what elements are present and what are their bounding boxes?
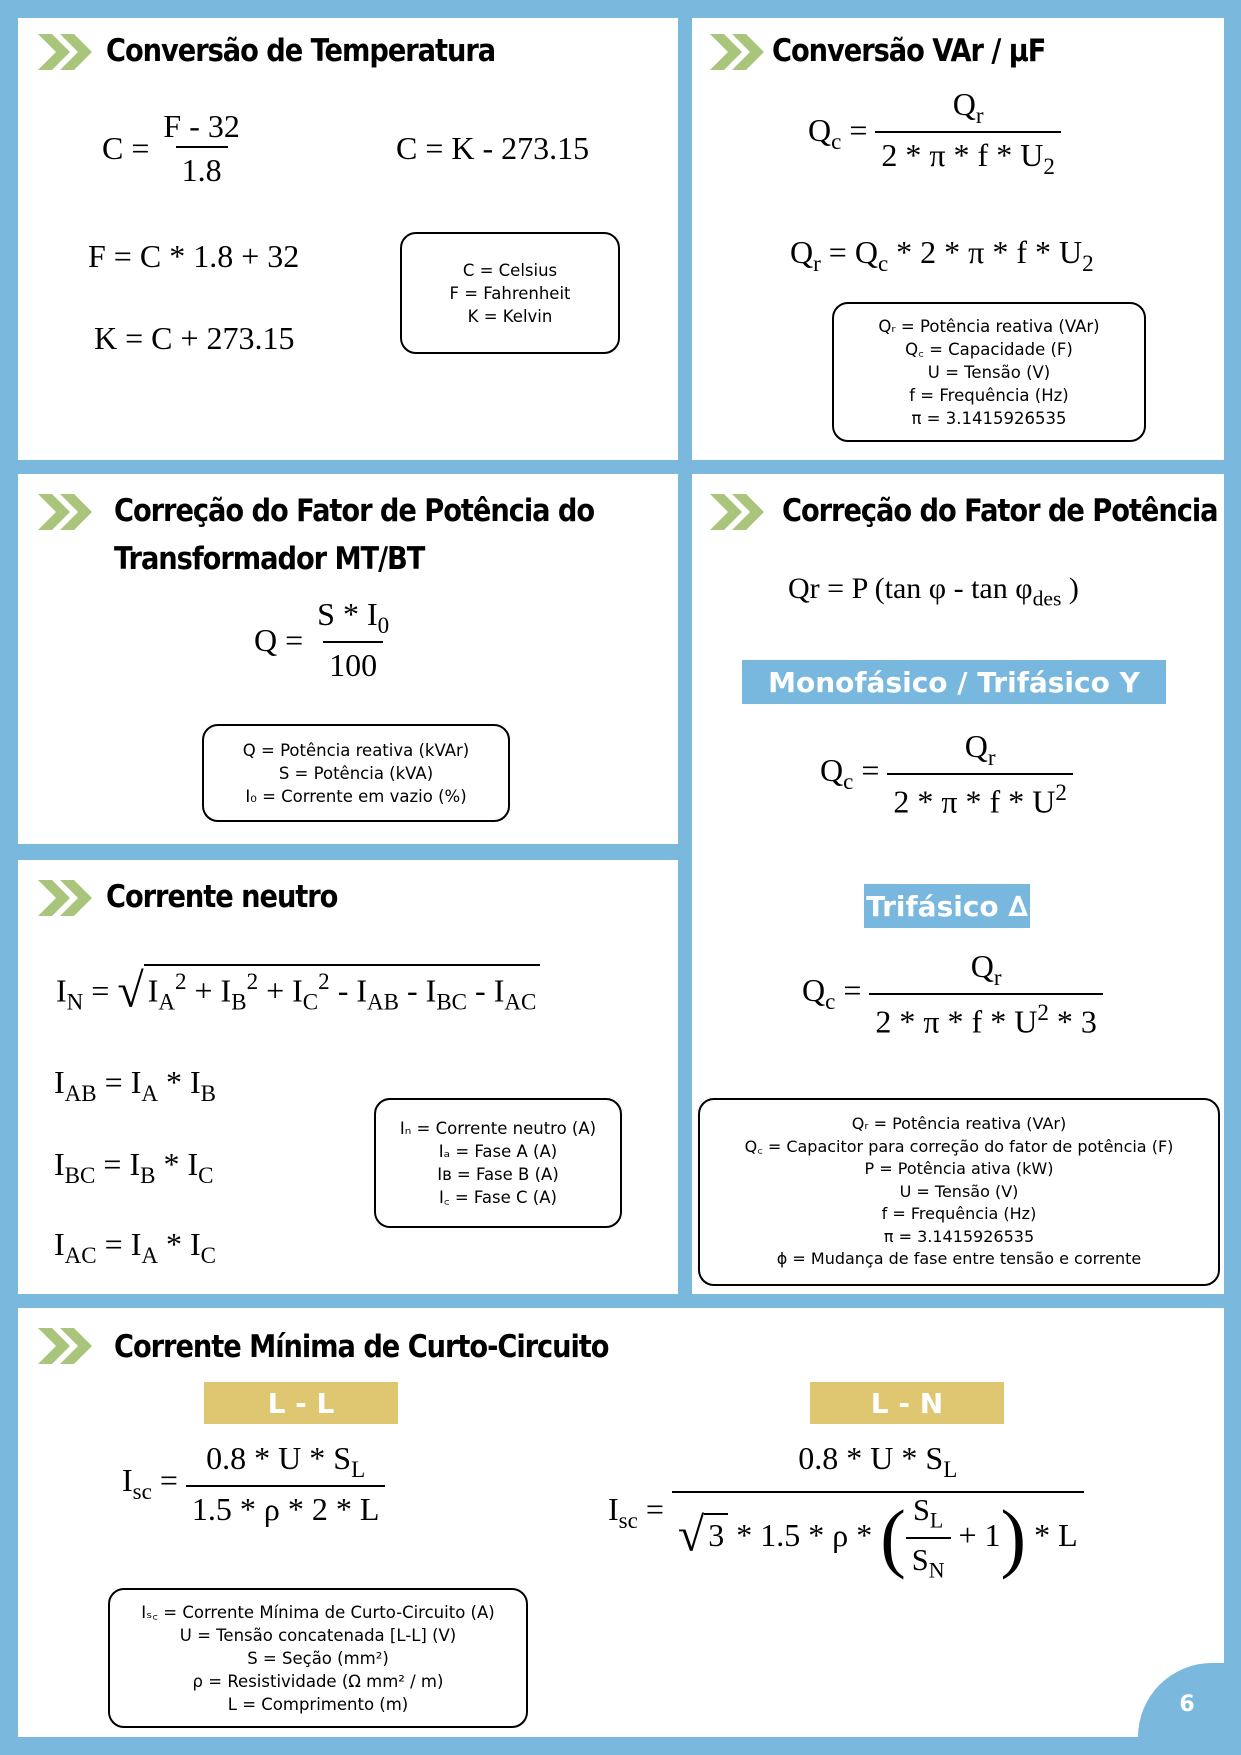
panel-short-circuit — [18, 1308, 1224, 1737]
chevron-icon — [38, 32, 94, 72]
legend-line: U = Tensão concatenada [L-L] (V) — [179, 1625, 457, 1645]
legend-line: π = 3.1415926535 — [911, 408, 1067, 428]
legend-line: Qᵣ = Potência reativa (VAr) — [851, 1114, 1067, 1134]
legend-short-circuit — [108, 1588, 528, 1728]
section-title: Corrente neutro — [106, 879, 338, 915]
formula-k-from-c: K = C + 273.15 — [94, 320, 295, 356]
legend-line: Iₛ꜀ = Corrente Mínima de Curto-Circuito (A) — [141, 1602, 495, 1622]
legend-line: Q = Potência reativa (kVAr) — [242, 740, 470, 760]
formula-qc-mono: $Q_c$ = $\frac{Q_r}{2 * \pi * f * U^2}$ — [820, 730, 1073, 818]
legend-line: f = Frequência (Hz) — [881, 1204, 1037, 1224]
chevron-icon — [710, 492, 766, 532]
formula-isc-ln: $I_{sc}$ = 0.8 * U * $S_L$ √ 3 * 1.5 * ρ * ( $\frac{S_L}{S_N}$ + 1) * L — [608, 1442, 1084, 1582]
chevron-icon — [38, 878, 94, 918]
formula-in: $I_N$ = √ $I_A^2 + I_B^2 + I_C^2 - I_{AB} - I_{BC} - I_{AC}$ — [56, 964, 540, 1015]
page-number: 6 — [1138, 1663, 1224, 1737]
formula-qc-delta: $Q_c$ = $\frac{Q_r}{2 * \pi * f * U^2 * 3}$ — [802, 950, 1103, 1038]
legend-line: Qᵣ = Potência reativa (VAr) — [878, 316, 1100, 336]
badge-line-line: L - L — [204, 1382, 398, 1424]
section-title: Conversão de Temperatura — [106, 33, 496, 69]
section-title-line-2: Transformador MT/BT — [114, 541, 425, 577]
formula-f-from-c: F = C * 1.8 + 32 — [88, 238, 300, 274]
legend-line: U = Tensão (V) — [927, 362, 1051, 382]
legend-transformer — [202, 724, 510, 822]
legend-line: π = 3.1415926535 — [883, 1226, 1035, 1246]
section-title: Conversão VAr / µF — [772, 33, 1046, 69]
formula-iab: $I_{AB} = I_A * I_B$ — [54, 1064, 217, 1107]
legend-line: Iʙ = Fase B (A) — [437, 1165, 559, 1184]
legend-line: ρ = Resistividade (Ω mm² / m) — [192, 1671, 444, 1691]
badge-monophase-wye: Monofásico / Trifásico Y — [742, 660, 1166, 704]
legend-line: P = Potência ativa (kW) — [864, 1159, 1054, 1179]
legend-line: I꜀ = Fase C (A) — [439, 1188, 557, 1207]
section-title-line-1: Correção do Fator de Potência do — [114, 493, 595, 529]
formula-q-transformer: Q = $\frac{S * I_0}{100}$ — [254, 596, 390, 684]
formula-ibc: $I_{BC} = I_B * I_C$ — [54, 1146, 214, 1189]
legend-var-uf — [832, 302, 1146, 442]
legend-line: f = Frequência (Hz) — [909, 385, 1069, 405]
formula-qc: $Q_c$ = $\frac{Q_r}{2 * \pi * f * U_2}$ — [808, 88, 1061, 178]
legend-line: S = Potência (kVA) — [278, 763, 434, 783]
legend-neutral — [374, 1098, 622, 1228]
legend-line: Q꜀ = Capacitor para correção do fator de potência (F) — [744, 1136, 1174, 1156]
legend-line: Q꜀ = Capacidade (F) — [905, 339, 1073, 359]
formula-qr-tan: Qr = P (tan φ - $\tan \varphi_{des}$ ) — [788, 572, 1079, 611]
formula-isc-ll: $I_{sc}$ = $\frac{0.8 * U * S_L}{1.5 * \rho * 2 * L}$ — [122, 1442, 385, 1525]
legend-temperature — [400, 232, 620, 354]
formula-iac: $I_{AC} = I_A * I_C$ — [54, 1226, 217, 1269]
section-title: Correção do Fator de Potência — [782, 493, 1218, 529]
panel-transformer — [18, 474, 678, 844]
legend-line: I₀ = Corrente em vazio (%) — [245, 786, 467, 806]
panel-pf-correction — [692, 474, 1224, 1294]
legend-line: K = Kelvin — [467, 306, 553, 326]
formula-c-from-f: C = $\frac{F - 32}{1.8}$ — [102, 108, 240, 188]
legend-line: ɸ = Mudança de fase entre tensão e corrente — [776, 1249, 1142, 1269]
legend-line: Iₙ = Corrente neutro (A) — [399, 1119, 597, 1138]
legend-line: F = Fahrenheit — [449, 283, 571, 303]
legend-line: U = Tensão (V) — [899, 1181, 1019, 1201]
chevron-icon — [38, 492, 94, 532]
legend-line: L = Comprimento (m) — [227, 1694, 409, 1714]
panel-var-uf — [692, 18, 1224, 460]
panel-neutral — [18, 860, 678, 1294]
legend-line: S = Seção (mm²) — [247, 1648, 389, 1668]
panel-temperature — [18, 18, 678, 460]
badge-line-neutral: L - N — [810, 1382, 1004, 1424]
legend-line: C = Celsius — [462, 260, 558, 280]
formula-qr: $Q_r = Q_c * 2 * \pi * f * U_2$ — [790, 234, 1094, 277]
chevron-icon — [710, 32, 766, 72]
legend-pf-correction — [698, 1098, 1220, 1286]
badge-three-phase-delta: Trifásico ∆ — [864, 884, 1030, 928]
formula-c-from-k: C = K - 273.15 — [396, 130, 590, 166]
section-title: Corrente Mínima de Curto-Circuito — [114, 1329, 609, 1365]
chevron-icon — [38, 1326, 94, 1366]
legend-line: Iₐ = Fase A (A) — [438, 1142, 558, 1161]
